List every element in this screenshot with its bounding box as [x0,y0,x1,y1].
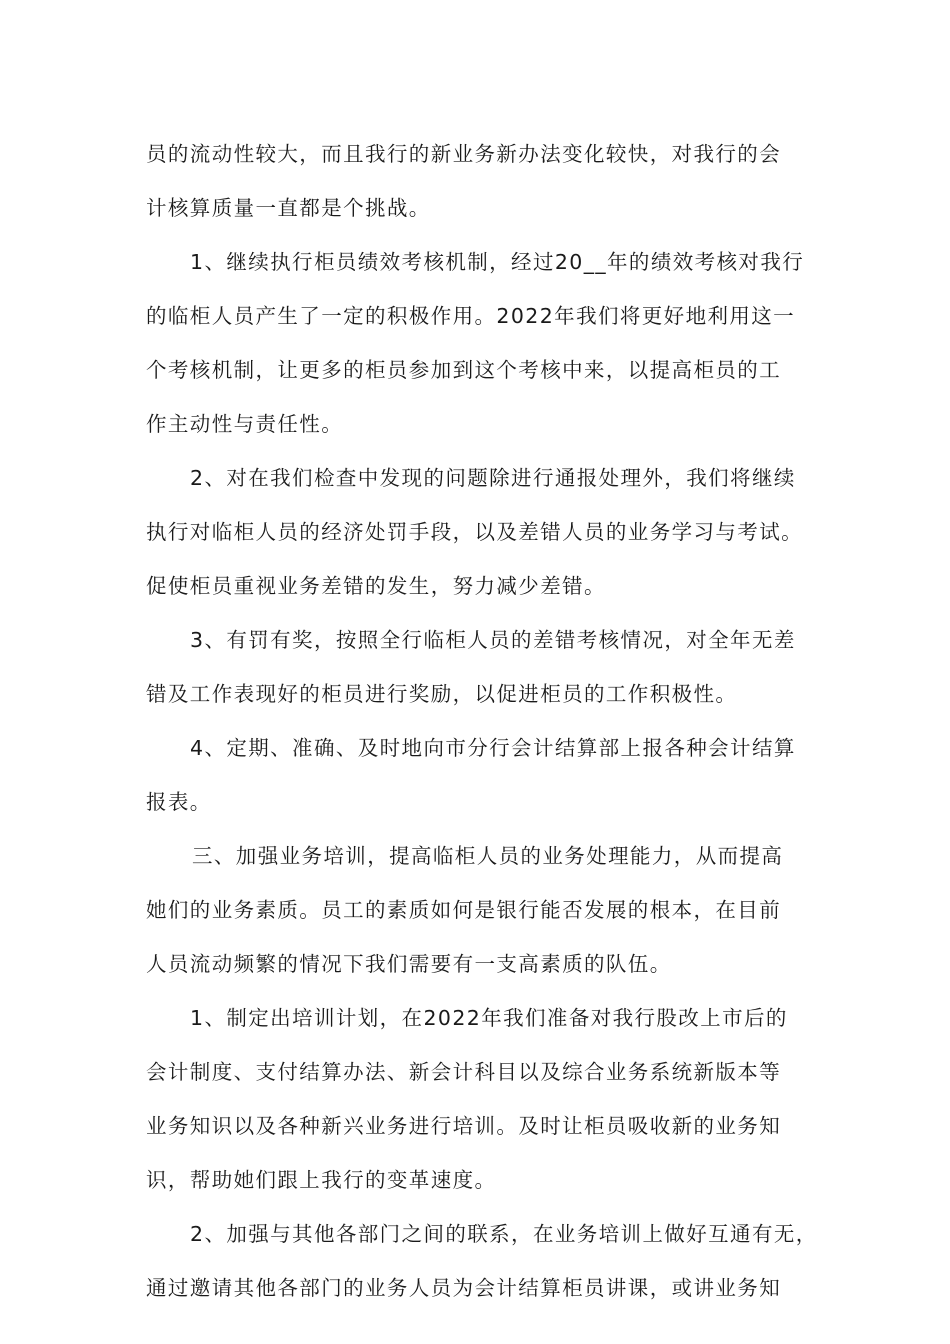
paragraph-item-4-reports [146,721,822,829]
text-line: 她们的业务素质。员工的素质如何是银行能否发展的根本，在目前 [146,898,782,922]
paragraph-training-item-2-liaison [146,1207,822,1315]
paragraph-training-item-1-plan [146,991,822,1207]
text-line: 识，帮助她们跟上我行的变革速度。 [146,1168,497,1192]
paragraph-intro-continued [146,127,822,235]
text-line: 人员流动频繁的情况下我们需要有一支高素质的队伍。 [146,952,672,976]
text-line: 执行对临柜人员的经济处罚手段，以及差错人员的业务学习与考试。 [146,520,803,544]
text-line: 计核算质量一直都是个挑战。 [146,196,431,220]
text-line: 会计制度、支付结算办法、新会计科目以及综合业务系统新版本等 [146,1060,782,1084]
text-line: 4、定期、准确、及时地向市分行会计结算部上报各种会计结算 [190,736,796,760]
text-line: 促使柜员重视业务差错的发生，努力减少差错。 [146,574,606,598]
document-body [146,127,822,1315]
text-line: 通过邀请其他各部门的业务人员为会计结算柜员讲课，或讲业务知 [146,1276,782,1300]
text-line: 2、对在我们检查中发现的问题除进行通报处理外，我们将继续 [190,466,796,490]
text-line: 1、继续执行柜员绩效考核机制，经过20__年的绩效考核对我行 [190,250,805,274]
text-line: 报表。 [146,790,212,814]
text-line: 1、制定出培训计划，在2022年我们准备对我行股改上市后的 [190,1006,788,1030]
text-line: 2、加强与其他各部门之间的联系，在业务培训上做好互通有无， [190,1222,818,1246]
paragraph-item-2-penalty [146,451,822,613]
paragraph-item-1-performance [146,235,822,451]
text-line: 3、有罚有奖，按照全行临柜人员的差错考核情况，对全年无差 [190,628,796,652]
text-line: 员的流动性较大，而且我行的新业务新办法变化较快，对我行的会 [146,142,782,166]
text-line: 错及工作表现好的柜员进行奖励，以促进柜员的工作积极性。 [146,682,738,706]
text-line: 三、加强业务培训，提高临柜人员的业务处理能力，从而提高 [192,844,784,868]
text-line: 的临柜人员产生了一定的积极作用。2022年我们将更好地利用这一 [146,304,796,328]
paragraph-item-3-reward [146,613,822,721]
text-line: 作主动性与责任性。 [146,412,344,436]
text-line: 个考核机制，让更多的柜员参加到这个考核中来，以提高柜员的工 [146,358,782,382]
text-line: 业务知识以及各种新兴业务进行培训。及时让柜员吸收新的业务知 [146,1114,782,1138]
section-heading-training [146,829,822,991]
